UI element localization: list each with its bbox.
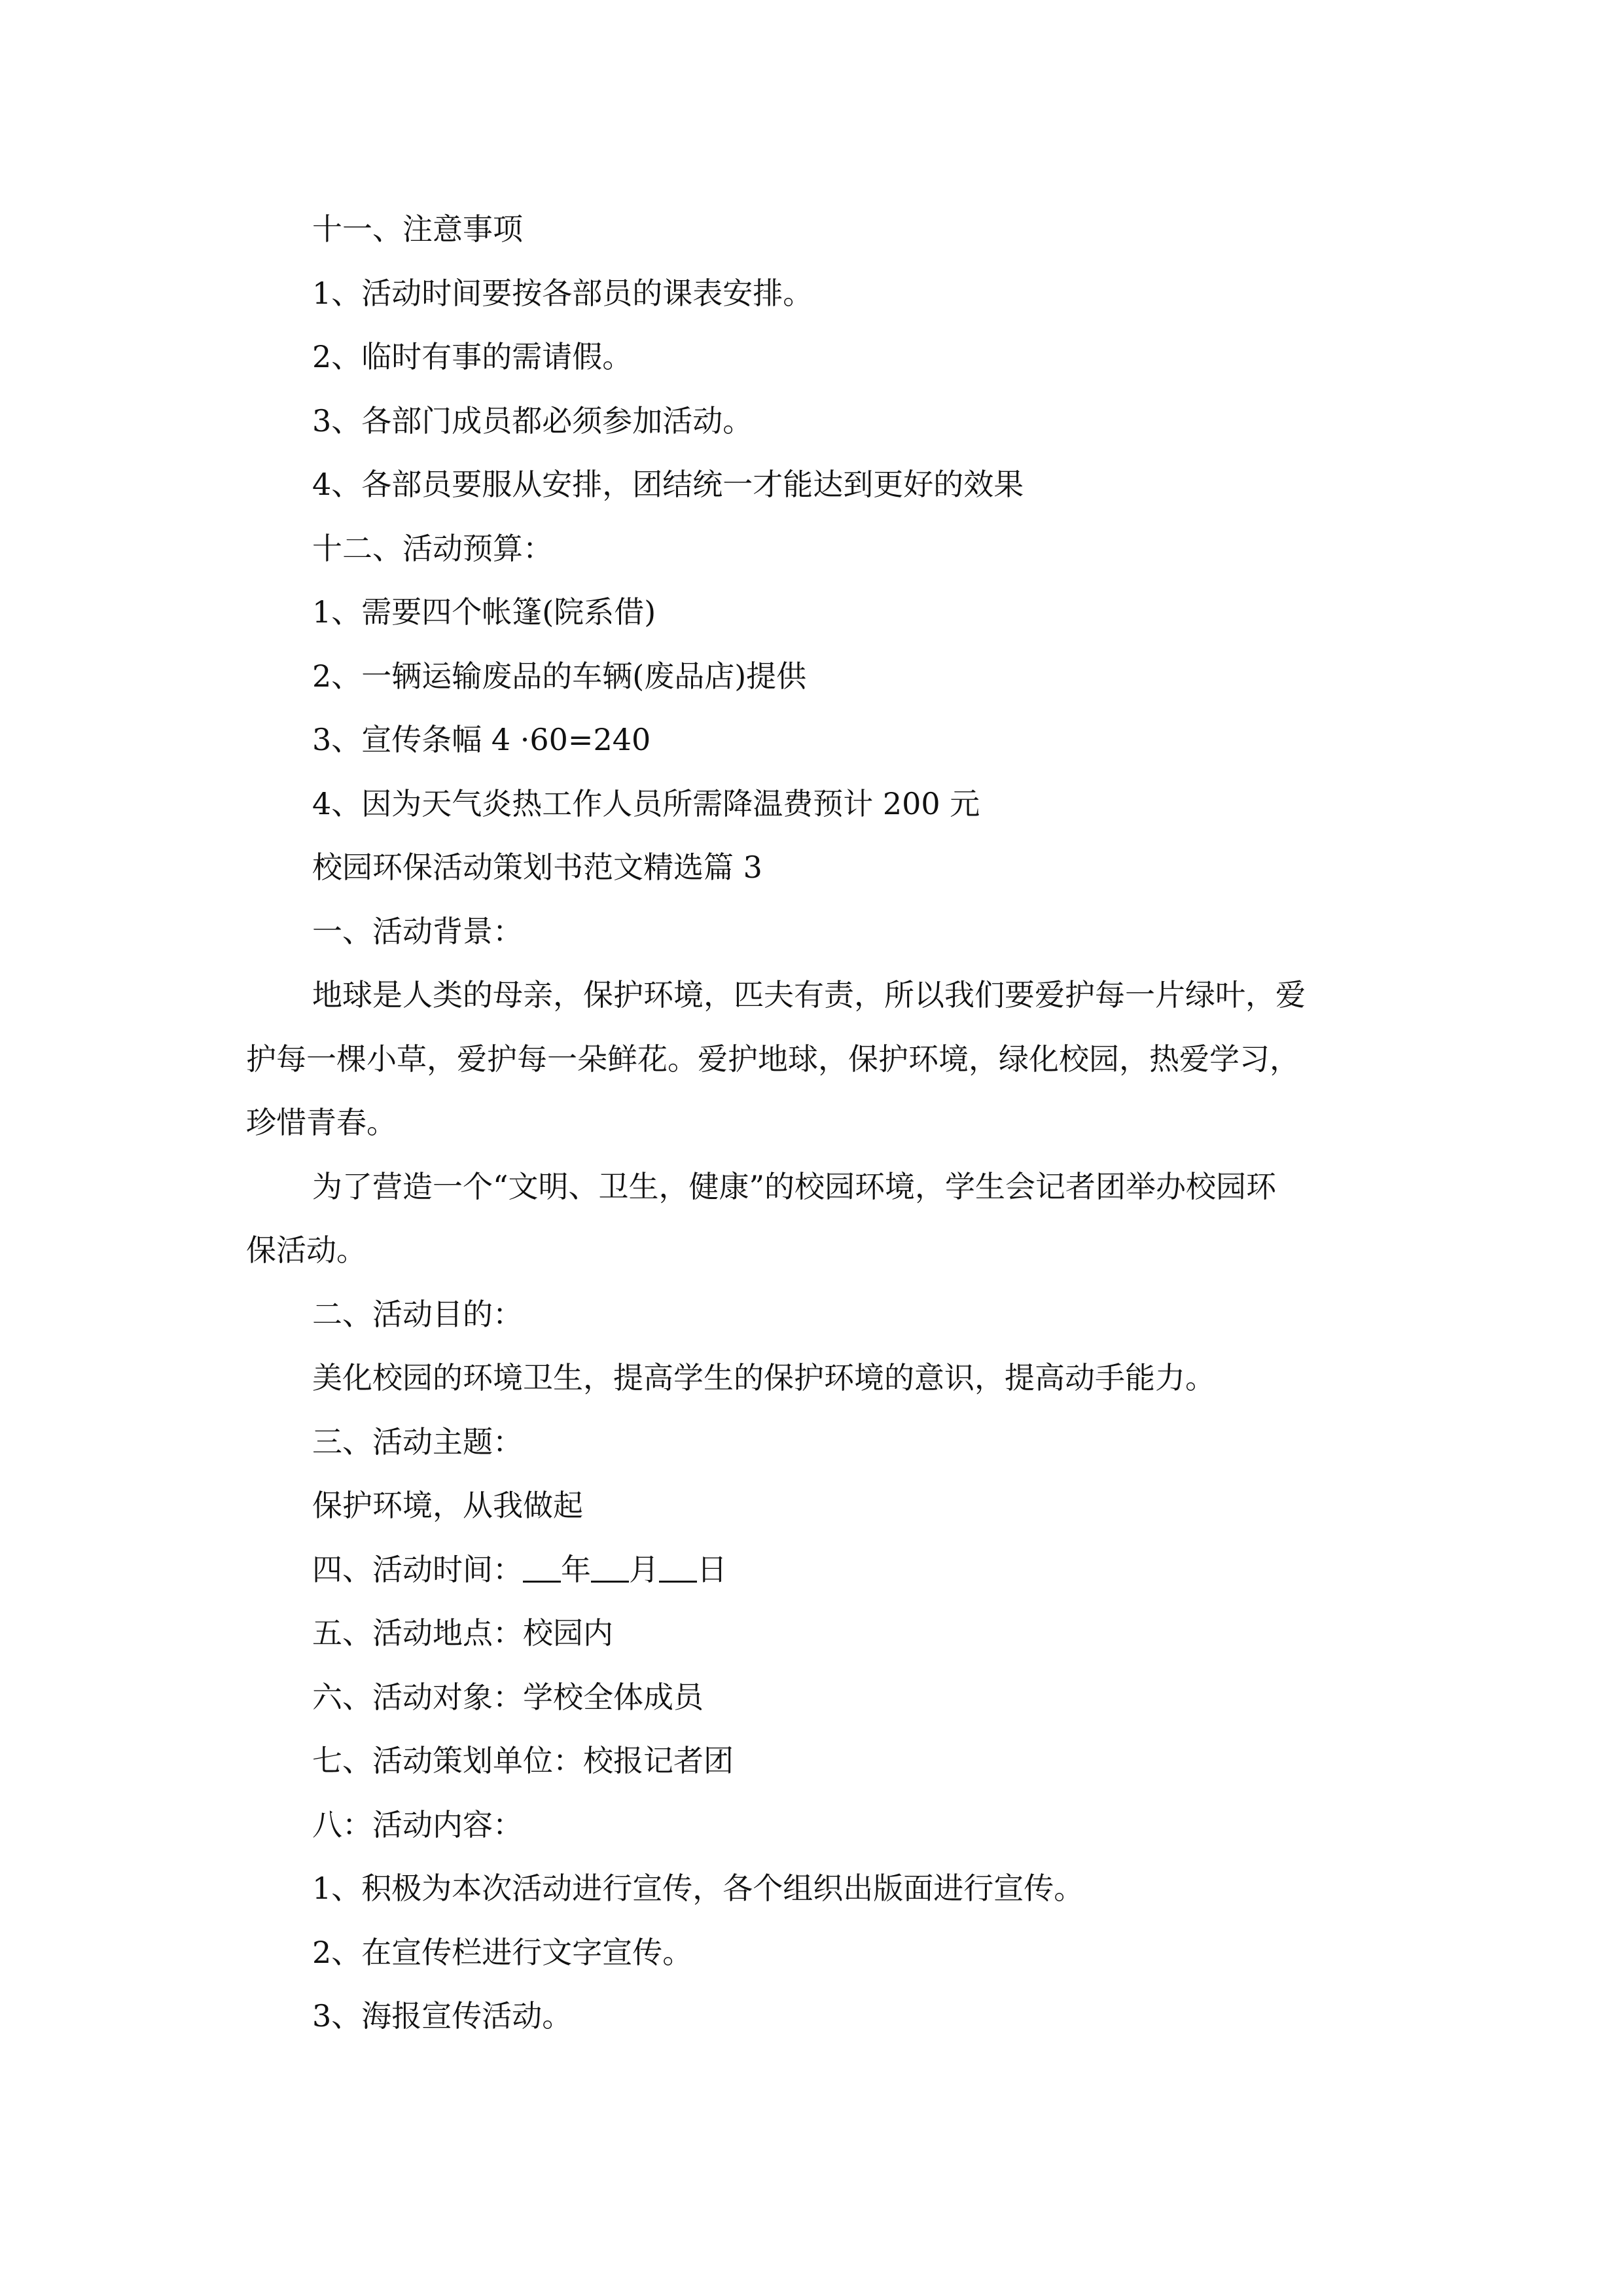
background-paragraph-line-1: 地球是人类的母亲，保护环境，匹夫有责，所以我们要爱护每一片绿叶，爱 <box>312 977 1306 1013</box>
notes-item-4: 4、各部员要服从安排，团结统一才能达到更好的效果 <box>312 467 1024 502</box>
purpose-paragraph-line-2: 保活动。 <box>246 1232 366 1268</box>
budget-item-1: 1、需要四个帐篷(院系借) <box>312 594 656 630</box>
article-title: 校园环保活动策划书范文精选篇 3 <box>312 850 762 885</box>
section-heading-background: 一、活动背景： <box>312 914 523 949</box>
year-unit: 年 <box>561 1552 591 1587</box>
section-heading-budget: 十二、活动预算： <box>312 531 553 566</box>
activity-time-line <box>312 1551 1412 1588</box>
budget-item-4: 4、因为天气炎热工作人员所需降温费预计 200 元 <box>312 786 980 821</box>
section-heading-notes: 十一、注意事项 <box>312 211 523 247</box>
day-blank <box>659 1554 697 1583</box>
content-item-1: 1、积极为本次活动进行宣传，各个组织出版面进行宣传。 <box>312 1871 1084 1906</box>
section-heading-content: 八：活动内容： <box>312 1807 523 1842</box>
content-item-2: 2、在宣传栏进行文字宣传。 <box>312 1935 693 1970</box>
activity-participants: 六、活动对象：学校全体成员 <box>312 1679 704 1715</box>
content-item-3: 3、海报宣传活动。 <box>312 1998 573 2034</box>
month-blank <box>591 1554 629 1583</box>
background-paragraph-line-3: 珍惜青春。 <box>246 1105 397 1140</box>
budget-item-2: 2、一辆运输废品的车辆(废品店)提供 <box>312 658 807 694</box>
activity-organizer: 七、活动策划单位：校报记者团 <box>312 1743 734 1778</box>
activity-location: 五、活动地点：校园内 <box>312 1615 613 1651</box>
theme-text: 保护环境，从我做起 <box>312 1488 583 1523</box>
activity-time-label: 四、活动时间： <box>312 1552 523 1587</box>
month-unit: 月 <box>629 1552 659 1587</box>
purpose-paragraph-line-1: 为了营造一个“文明、卫生，健康”的校园环境，学生会记者团举办校园环 <box>312 1169 1277 1204</box>
notes-item-3: 3、各部门成员都必须参加活动。 <box>312 403 753 439</box>
budget-item-3: 3、宣传条幅 4 ·60=240 <box>312 722 651 757</box>
day-unit: 日 <box>697 1552 727 1587</box>
background-paragraph-line-2: 护每一棵小草，爱护每一朵鲜花。爱护地球，保护环境，绿化校园，热爱学习， <box>246 1041 1300 1077</box>
section-heading-theme: 三、活动主题： <box>312 1424 523 1460</box>
notes-item-1: 1、活动时间要按各部员的课表安排。 <box>312 276 813 311</box>
notes-item-2: 2、临时有事的需请假。 <box>312 339 633 374</box>
year-blank <box>523 1554 561 1583</box>
goal-text: 美化校园的环境卫生，提高学生的保护环境的意识，提高动手能力。 <box>312 1360 1215 1395</box>
section-heading-goal: 二、活动目的： <box>312 1297 523 1332</box>
